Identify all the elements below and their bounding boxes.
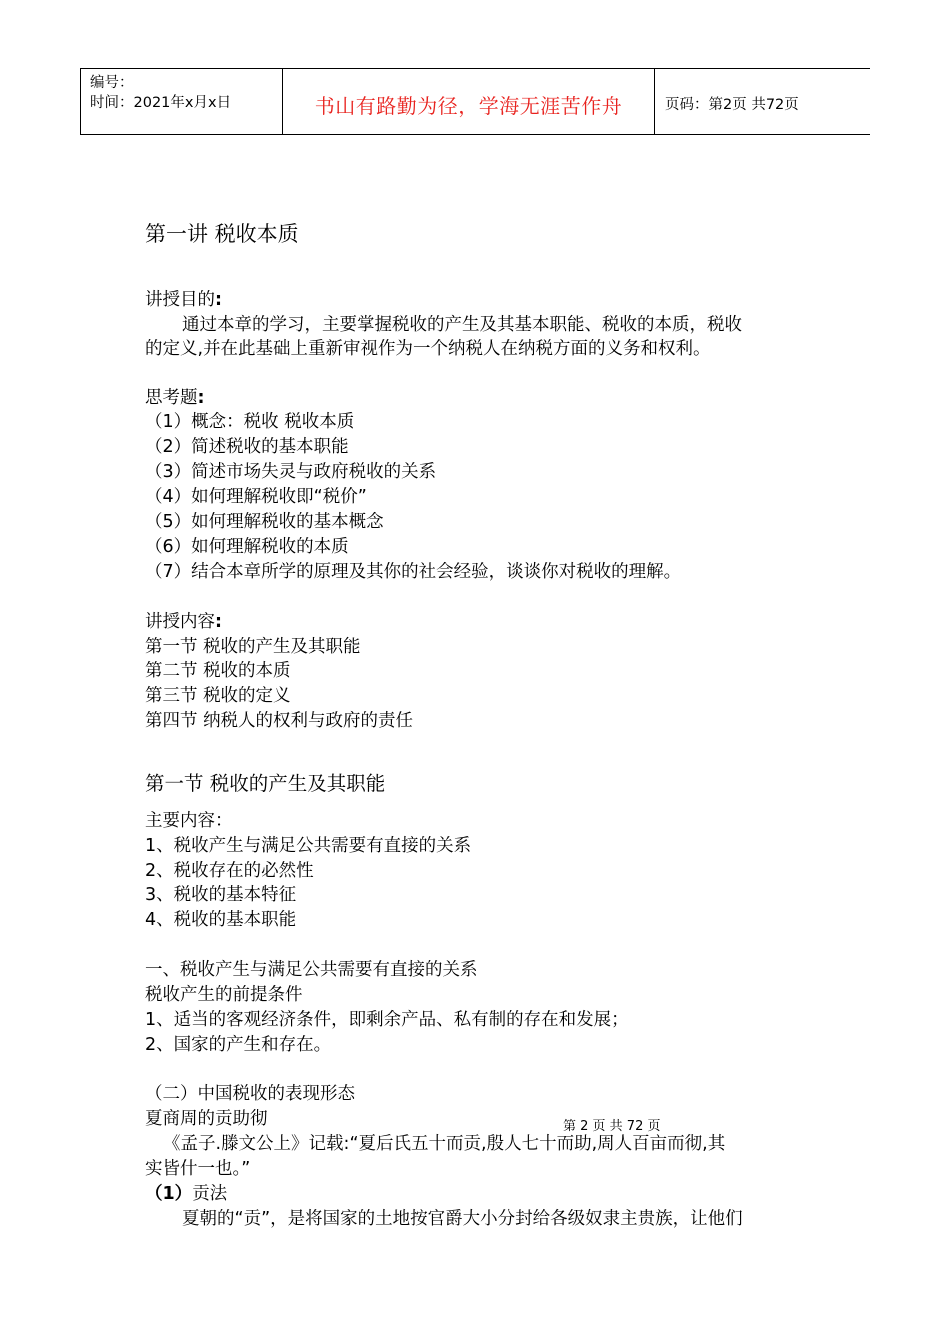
time-label: 时间：2021年x月x日 (90, 95, 232, 111)
main-content-item: 1、税收产生与满足公共需要有直接的关系 (145, 836, 472, 856)
item-1-heading (145, 1180, 227, 1205)
quote-line-1: 《孟子.滕文公上》记载:“夏后氏五十而贡,殷人七十而助,周人百亩而彻,其 (163, 1134, 726, 1154)
content-heading (145, 608, 222, 633)
section-list-item: 第一节 税收的产生及其职能 (145, 637, 361, 657)
page-info: 页码：第2页 共72页 (665, 97, 799, 113)
prerequisite-heading: 税收产生的前提条件 (145, 985, 303, 1005)
content-colon: : (215, 612, 222, 632)
header-right-cell (655, 69, 871, 134)
main-content-item: 4、税收的基本职能 (145, 910, 297, 930)
serial-label: 编号： (90, 75, 134, 91)
item-1-label: 贡法 (192, 1184, 228, 1204)
item-1-text: 夏朝的“贡”，是将国家的土地按官爵大小分封给各级奴隶主贵族，让他们 (182, 1209, 743, 1229)
header-table (80, 68, 870, 135)
purpose-line-1: 通过本章的学习，主要掌握税收的产生及其基本职能、税收的本质，税收 (182, 315, 742, 335)
subheading: 夏商周的贡助彻 (145, 1109, 268, 1129)
questions-heading-text: 思考题 (145, 388, 198, 408)
header-left-cell (81, 69, 283, 134)
question-item: （1）概念：税收 税收本质 (145, 412, 355, 432)
question-item: （6）如何理解税收的本质 (145, 537, 349, 557)
purpose-heading (145, 286, 222, 311)
condition-item: 2、国家的产生和存在。 (145, 1035, 332, 1055)
condition-item: 1、适当的客观经济条件，即剩余产品、私有制的存在和发展； (145, 1010, 629, 1030)
section-1-title: 第一节 税收的产生及其职能 (145, 772, 386, 795)
section-list-item: 第二节 税收的本质 (145, 661, 291, 681)
questions-colon: : (197, 388, 205, 408)
part-2-heading: （二）中国税收的表现形态 (145, 1084, 355, 1104)
question-item: （7）结合本章所学的原理及其你的社会经验，谈谈你对税收的理解。 (145, 562, 682, 582)
part-1-heading: 一、税收产生与满足公共需要有直接的关系 (145, 960, 478, 980)
purpose-heading-text: 讲授目的 (145, 290, 215, 310)
purpose-colon: : (215, 290, 222, 310)
question-item: （2）简述税收的基本职能 (145, 437, 349, 457)
page-footer: 第 2 页 共 72 页 (563, 1119, 661, 1134)
question-item: （5）如何理解税收的基本概念 (145, 512, 384, 532)
header-middle-cell (283, 69, 655, 134)
lecture-title: 第一讲 税收本质 (145, 222, 299, 246)
question-item: （3）简述市场失灵与政府税收的关系 (145, 462, 437, 482)
section-list-item: 第四节 纳税人的权利与政府的责任 (145, 711, 414, 731)
questions-heading (145, 384, 205, 409)
main-content-item: 2、税收存在的必然性 (145, 861, 314, 881)
purpose-line-2: 的定义,并在此基础上重新审视作为一个纳税人在纳税方面的义务和权利。 (145, 339, 711, 359)
main-content-item: 3、税收的基本特征 (145, 885, 297, 905)
motto: 书山有路勤为径，学海无涯苦作舟 (314, 94, 623, 118)
main-content-label: 主要内容： (145, 811, 233, 831)
item-1-number: （1） (145, 1184, 193, 1204)
question-item: （4）如何理解税收即“税价” (145, 487, 367, 507)
quote-line-2: 实皆什一也。” (145, 1159, 251, 1179)
section-list-item: 第三节 税收的定义 (145, 686, 291, 706)
content-heading-text: 讲授内容 (145, 612, 215, 632)
